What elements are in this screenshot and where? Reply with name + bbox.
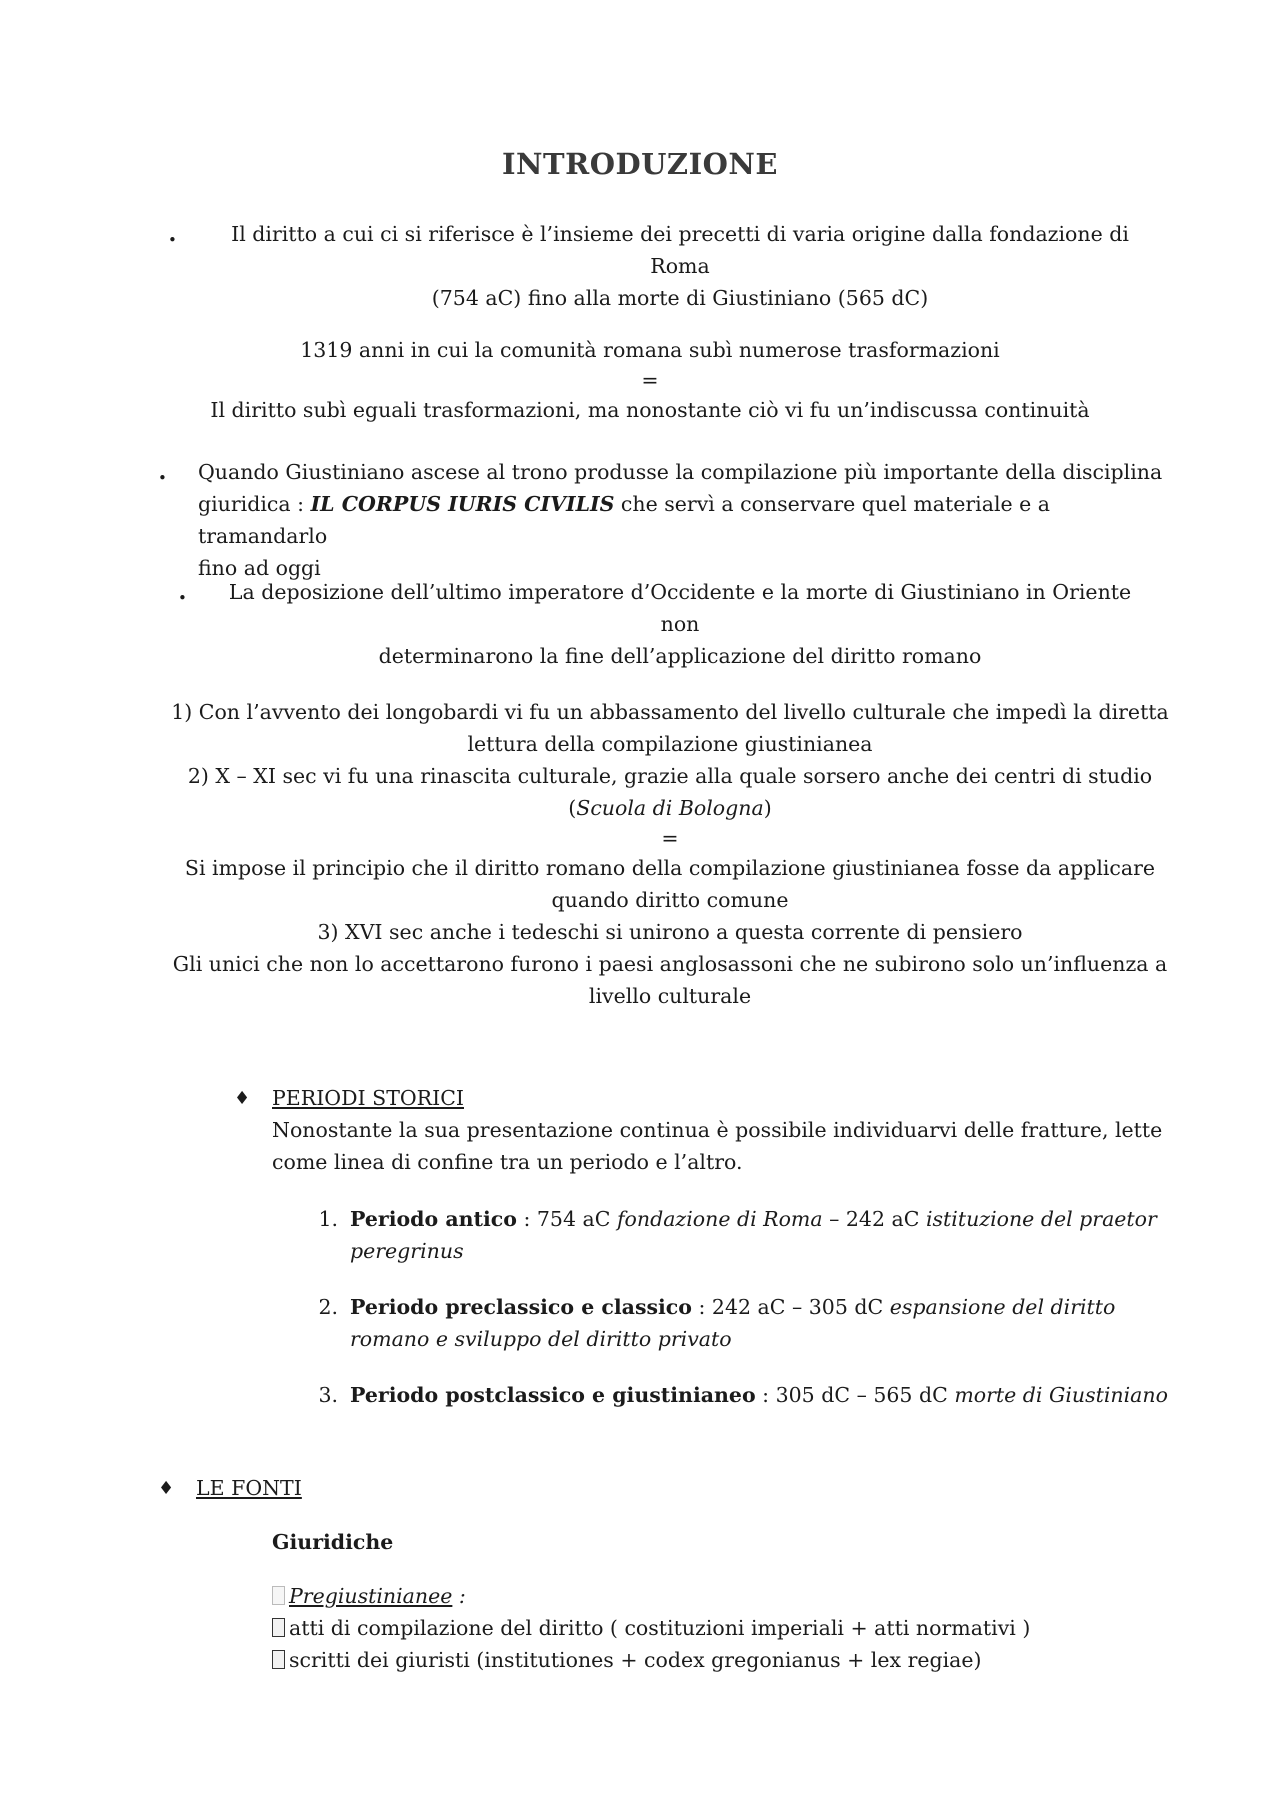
periodi-heading: PERIODI STORICI <box>272 1086 464 1110</box>
list-item: 3. Periodo postclassico e giustinianeo : 305 dC – 565 dC morte di Giustiniano <box>318 1383 1168 1407</box>
corpus-iuris-civilis: IL CORPUS IURIS CIVILIS <box>310 492 615 516</box>
page-title: INTRODUZIONE <box>501 147 779 181</box>
fonti-heading: LE FONTI <box>196 1476 302 1500</box>
checkbox-icon <box>272 1586 285 1605</box>
giuridiche-subheading: Giuridiche <box>272 1530 394 1554</box>
checkbox-icon <box>272 1650 285 1669</box>
bullet-dot: • <box>178 589 187 607</box>
list-item: 1. Periodo antico : 754 aC fondazione di Roma – 242 aC istituzione del praetor peregrinus <box>318 1207 1157 1263</box>
history-block: 1) Con l’avvento dei longobardi vi fu un abbassamento del livello culturale che impedì la diretta lettura della compilazione giustinianea 2) X – XI sec vi fu una rinascita culturale, grazie alla quale sorsero anche dei centri di studio (Scuola di Bologna) = Si impose il principio che il diritto romano della compilazione giustinianea fosse da applicare quando diritto comune 3) XVI sec anche i tedeschi si unirono a questa corrente di pensiero Gli unici che non lo accettarono furono i paesi anglosassoni che ne subirono solo un’influenza a livello culturale <box>171 700 1169 1008</box>
checkbox-icon <box>272 1618 285 1637</box>
period-list <box>300 1203 1180 1411</box>
intro-paragraph-2: Quando Giustiniano ascese al trono produsse la compilazione più importante della disciplina giuridica : IL CORPUS IURIS CIVILIS che servì a conservare quel materiale e a tramandarlo fino ad oggi <box>198 460 1163 580</box>
bullet-dot: • <box>168 231 177 249</box>
bullet-dot: • <box>158 469 167 487</box>
fonti-list: Pregiustinianee : atti di compilazione del diritto ( costituzioni imperiali + atti normativi ) scritti dei giuristi (institutiones + codex gregonianus + lex regiae) <box>272 1580 1172 1676</box>
intro-paragraph-1: Il diritto a cui ci si riferisce è l’insieme dei precetti di varia origine dalla fondazione di Roma (754 aC) fino alla morte di Giustiniano (565 dC) <box>231 222 1129 310</box>
consequence-block: 1319 anni in cui la comunità romana subì numerose trasformazioni = Il diritto subì eguali trasformazioni, ma nonostante ciò vi fu un’indiscussa continuità <box>210 338 1090 422</box>
diamond-bullet-icon: ♦ <box>234 1088 251 1109</box>
periodi-section: PERIODI STORICI Nonostante la sua presentazione continua è possibile individuarvi delle fratture, lette come linea di confine tra un periodo e l’altro. <box>272 1082 1172 1178</box>
list-item: scritti dei giuristi (institutiones + codex gregonianus + lex regiae) <box>272 1644 1172 1676</box>
diamond-bullet-icon: ♦ <box>158 1478 175 1499</box>
list-item: atti di compilazione del diritto ( costituzioni imperiali + atti normativi ) <box>272 1612 1172 1644</box>
list-item: 2. Periodo preclassico e classico : 242 aC – 305 dC espansione del diritto romano e sviluppo del diritto privato <box>318 1295 1116 1351</box>
intro-paragraph-3: La deposizione dell’ultimo imperatore d’Occidente e la morte di Giustiniano in Oriente non determinarono la fine dell’applicazione del diritto romano <box>228 580 1132 668</box>
